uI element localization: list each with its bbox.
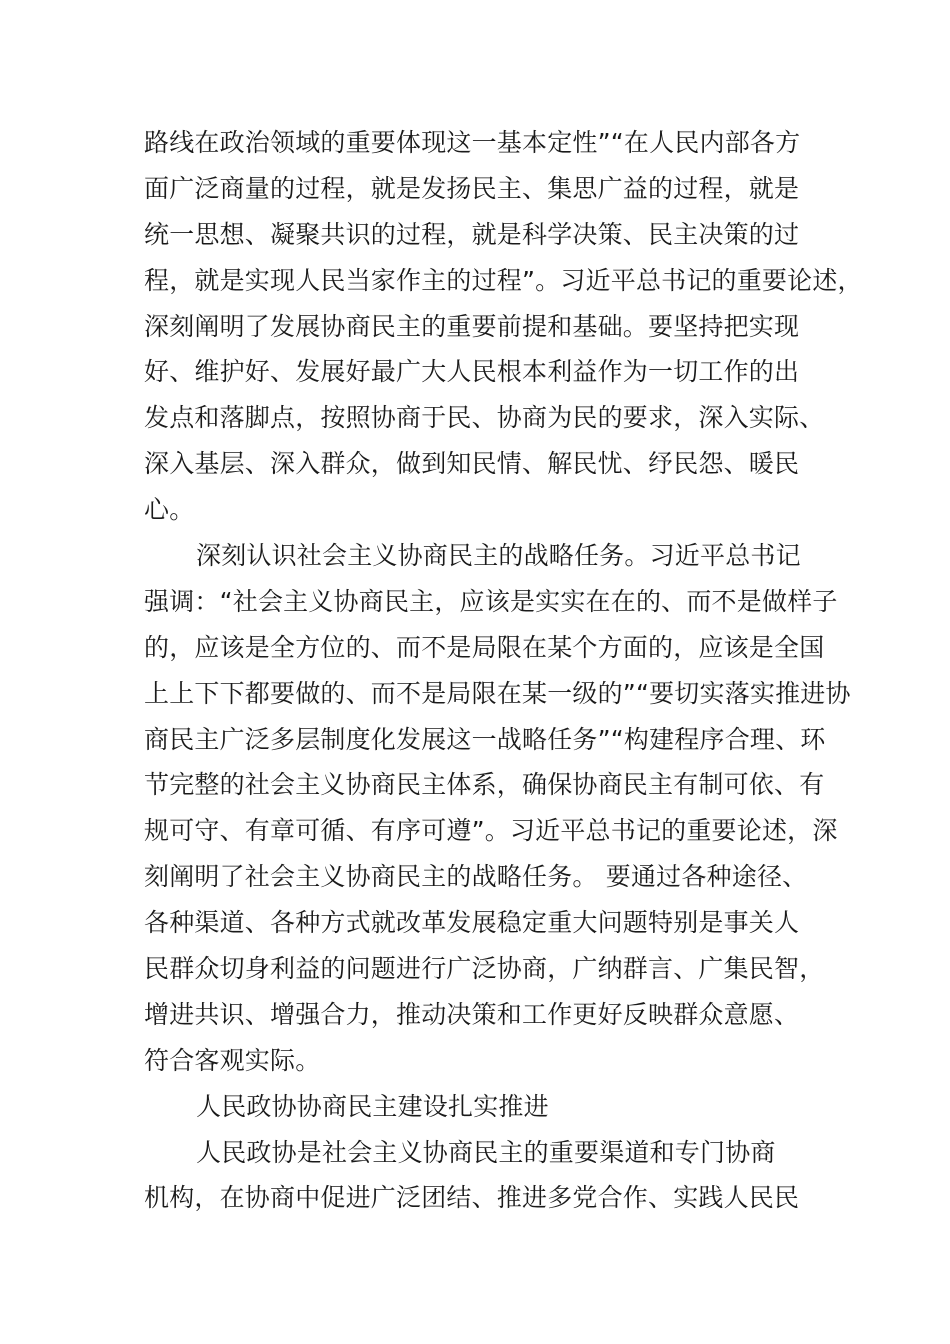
text-line: 商民主广泛多层制度化发展这一战略任务”“构建程序合理、环 [144, 724, 826, 754]
text-line: 各种渠道、各种方式就改革发展稳定重大问题特别是事关人 [144, 908, 800, 938]
text-line: 民群众切身利益的问题进行广泛协商，广纳群言、广集民智， [144, 954, 825, 984]
text-line: 机构，在协商中促进广泛团结、推进多党合作、实践人民民 [144, 1183, 800, 1213]
text-line: 路线在政治领域的重要体现这一基本定性”“在人民内部各方 [144, 128, 801, 157]
text-line: 增进共识、增强合力，推动决策和工作更好反映群众意愿、 [144, 999, 800, 1029]
text-line: 程，就是实现人民当家作主的过程”。习近平总书记的重要论述， [144, 265, 863, 295]
text-line: 节完整的社会主义协商民主体系，确保协商民主有制可依、有 [144, 770, 825, 800]
text-line: 规可守、有章可循、有序可遵”。习近平总书记的重要论述，深 [144, 816, 838, 846]
text-line: 发点和落脚点，按照协商于民、协商为民的要求，深入实际、 [144, 403, 825, 433]
text-line: 面广泛商量的过程，就是发扬民主、集思广益的过程，就是 [144, 173, 800, 203]
body-text [144, 120, 863, 1221]
text-line: 的，应该是全方位的、而不是局限在某个方面的，应该是全国 [144, 632, 825, 662]
text-line: 深刻阐明了发展协商民主的重要前提和基础。要坚持把实现 [144, 311, 800, 341]
text-line: 心。 [144, 495, 195, 525]
text-line: 刻阐明了社会主义协商民主的战略任务。 要通过各种途径、 [144, 862, 808, 892]
text-line: 上上下下都要做的、而不是局限在某一级的”“要切实落实推进协 [144, 678, 851, 708]
text-line: 人民政协是社会主义协商民主的重要渠道和专门协商 [196, 1137, 776, 1167]
text-line: 好、维护好、发展好最广大人民根本利益作为一切工作的出 [144, 357, 800, 387]
text-line: 统一思想、凝聚共识的过程，就是科学决策、民主决策的过 [144, 219, 800, 249]
text-line: 符合客观实际。 [144, 1045, 321, 1075]
text-line: 深入基层、深入群众，做到知民情、解民忧、纾民怨、暖民 [144, 449, 800, 479]
text-line: 深刻认识社会主义协商民主的战略任务。习近平总书记 [196, 541, 801, 571]
text-line: 人民政协协商民主建设扎实推进 [196, 1091, 549, 1121]
text-line: 强调：“社会主义协商民主，应该是实实在在的、而不是做样子 [144, 586, 838, 616]
